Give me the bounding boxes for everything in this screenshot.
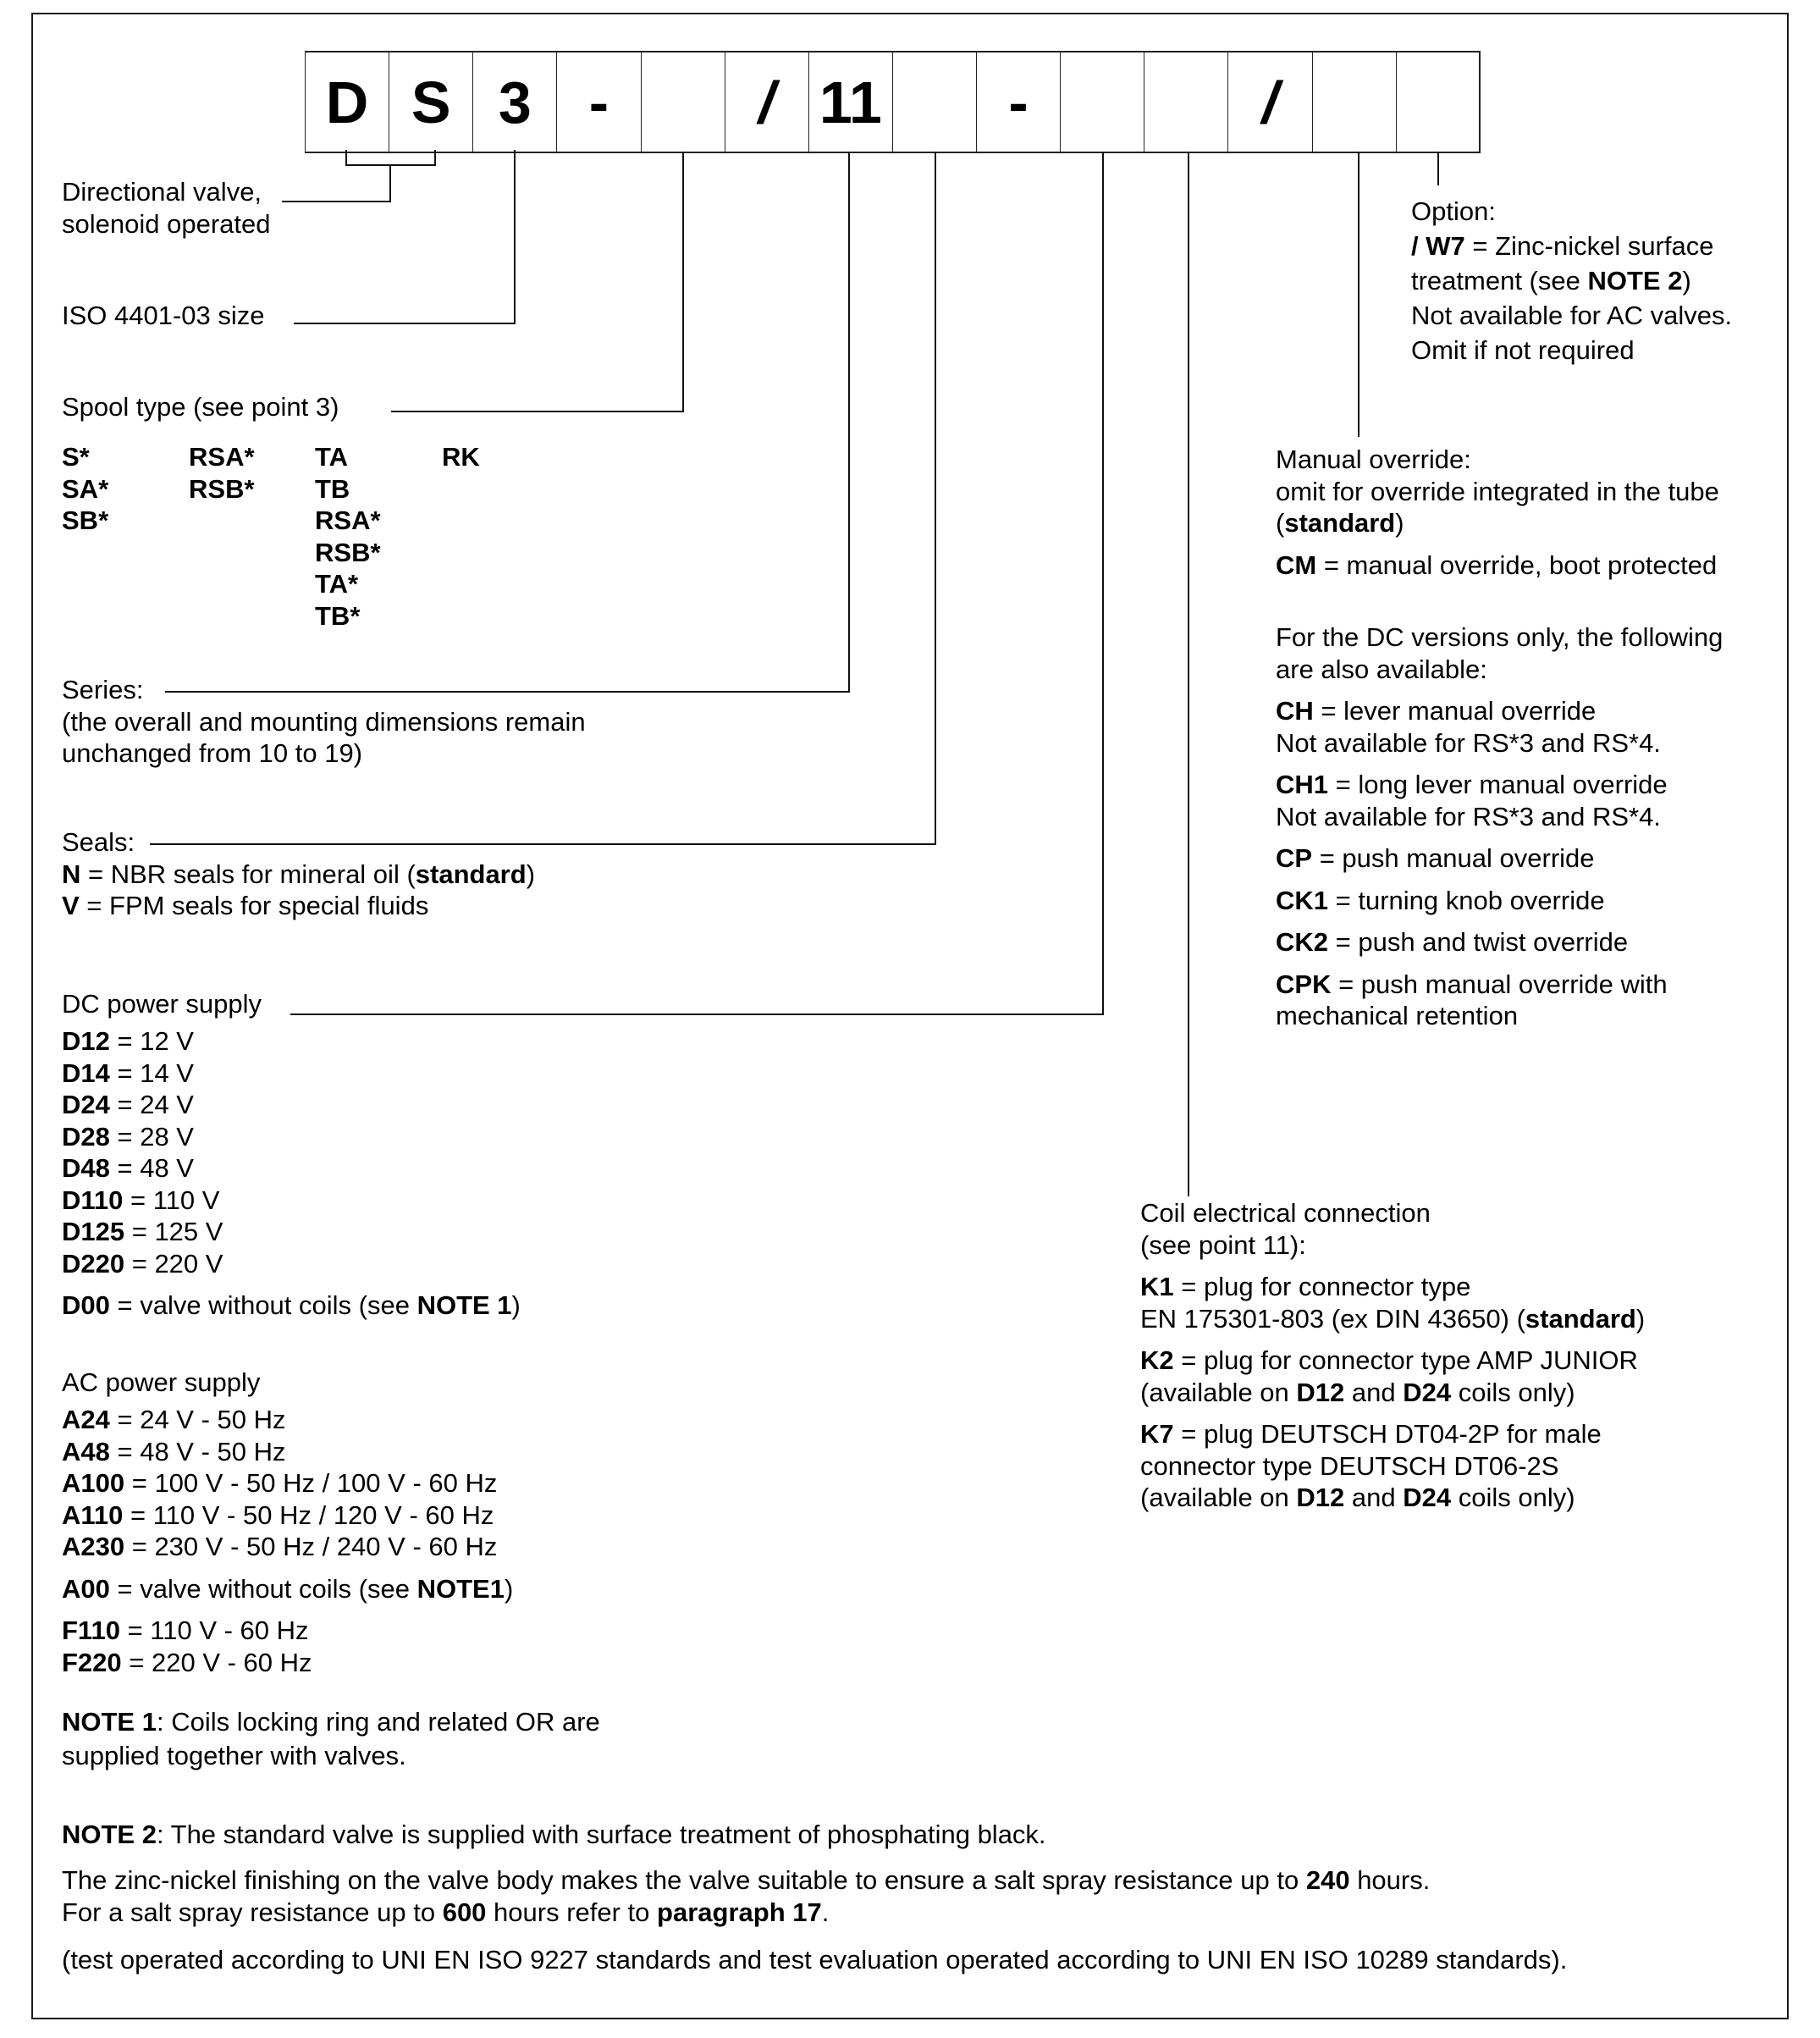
- option-code: CH: [1276, 696, 1314, 726]
- code-cell-4: [557, 52, 641, 152]
- note-text: hours.: [1349, 1865, 1431, 1895]
- ordering-code-bar: [305, 51, 1481, 153]
- option-emphasis: D12: [1296, 1377, 1345, 1407]
- leader-line: [1358, 152, 1359, 437]
- option-emphasis: NOTE 2: [1587, 266, 1683, 295]
- option-emphasis: standard: [1525, 1303, 1636, 1334]
- coil-option-k2: [1140, 1345, 1645, 1377]
- spool-code: TB*: [315, 600, 361, 631]
- option-code: D24: [62, 1090, 110, 1119]
- option-code: F110: [62, 1615, 120, 1645]
- option-code: A00: [62, 1573, 110, 1604]
- spacer: [62, 1563, 513, 1573]
- option-label: Option:: [1411, 196, 1496, 226]
- note-text: : The standard valve is supplied with surface treatment of phosphating black.: [156, 1820, 1046, 1849]
- option-text: = 110 V: [123, 1185, 220, 1215]
- spacer: [1276, 916, 1723, 926]
- spacer: [1140, 1334, 1645, 1345]
- note-text: : Coils locking ring and related OR are: [156, 1707, 600, 1737]
- spool-code: TB: [315, 473, 350, 504]
- spacer: [1276, 832, 1723, 842]
- option-text: and: [1344, 1483, 1404, 1512]
- spacer: [1276, 759, 1723, 769]
- option-note: Not available for RS*3 and RS*4.: [1276, 727, 1661, 758]
- coil-option-k7: [1140, 1418, 1645, 1450]
- option-code: A100: [62, 1468, 125, 1498]
- option-text: (available on: [1140, 1377, 1297, 1407]
- option-code: D28: [62, 1121, 110, 1152]
- dc-option: [62, 1216, 521, 1248]
- option-text: = Zinc-nickel surface: [1464, 231, 1714, 261]
- coil-option-k1: [1140, 1271, 1645, 1303]
- dc-option: [62, 1121, 521, 1153]
- spool-column-1: [62, 441, 108, 537]
- option-text: = 14 V: [109, 1058, 194, 1088]
- option-text: ): [1635, 1303, 1646, 1334]
- option-text: = 110 V - 50 Hz / 120 V - 60 Hz: [123, 1500, 494, 1530]
- option-code: D110: [62, 1185, 124, 1215]
- code-char: -: [588, 69, 609, 135]
- option-text: [1140, 1303, 1645, 1335]
- leader-line: [282, 201, 391, 202]
- label-line: (the overall and mounting dimensions remain: [62, 706, 586, 737]
- spool-code: RK: [442, 442, 480, 472]
- spool-column-2: [189, 441, 255, 505]
- leader-line: [1102, 152, 1104, 1015]
- option-code: D14: [62, 1058, 110, 1088]
- note-emphasis: 240: [1305, 1865, 1350, 1895]
- override-text: omit for override integrated in the tube: [1276, 476, 1719, 506]
- leader-line: [514, 150, 516, 324]
- spool-code: RSA*: [315, 505, 381, 535]
- override-option-ch: [1276, 695, 1723, 727]
- option-emphasis: NOTE 1: [416, 1290, 512, 1320]
- code-cell-2: [389, 52, 473, 152]
- code-cell-10: [1061, 52, 1144, 152]
- ac-option: [62, 1467, 513, 1500]
- spacer: [1140, 1261, 1645, 1271]
- option-text: ): [1682, 266, 1691, 295]
- override-option-cm: [1276, 550, 1723, 582]
- override-option-cpk: [1276, 969, 1723, 1001]
- ac-option: [62, 1531, 513, 1563]
- dc-option: [62, 1058, 521, 1090]
- option-emphasis: D12: [1296, 1483, 1345, 1512]
- option-text: = push manual override: [1312, 843, 1595, 873]
- spool-code: SB*: [62, 505, 109, 535]
- option-text: coils only): [1451, 1483, 1575, 1512]
- note-text: hours refer to: [486, 1897, 658, 1927]
- leader-line: [294, 323, 516, 324]
- code-char: /: [1261, 69, 1279, 135]
- option-code: A24: [62, 1405, 110, 1434]
- seals-option-n: [62, 859, 535, 891]
- leader-line: [1188, 152, 1189, 1196]
- manual-override-block: [1276, 444, 1723, 1032]
- ac-option: [62, 1404, 513, 1436]
- dc-option-no-coil: [62, 1290, 521, 1322]
- option-code: / W7: [1411, 231, 1465, 261]
- option-text: = 24 V - 50 Hz: [109, 1405, 286, 1434]
- option-text: = 24 V: [109, 1090, 194, 1119]
- code-cell-3: [473, 52, 557, 152]
- option-text: = 125 V: [124, 1217, 223, 1246]
- spool-column-3: [315, 441, 381, 632]
- option-text: (available on: [1140, 1483, 1297, 1512]
- option-code: A230: [62, 1532, 125, 1561]
- option-text: = FPM seals for special fluids: [79, 891, 429, 920]
- spacer: [1276, 685, 1723, 695]
- spool-code: TA: [315, 442, 349, 472]
- leader-line: [391, 411, 684, 412]
- spool-code: RSB*: [315, 537, 381, 567]
- option-text: = 100 V - 50 Hz / 100 V - 60 Hz: [124, 1468, 498, 1498]
- zinc-nickel-line: [62, 1864, 1567, 1897]
- option-code: F220: [62, 1647, 122, 1677]
- option-text: = turning knob override: [1328, 885, 1605, 915]
- option-text: = plug DEUTSCH DT04-2P for male: [1173, 1419, 1602, 1449]
- note-emphasis: 600: [442, 1897, 487, 1927]
- series-label: Series:: [62, 675, 144, 704]
- option-text: = 220 V - 60 Hz: [121, 1647, 312, 1677]
- code-cell-12: [1228, 52, 1312, 152]
- ac-option: [62, 1436, 513, 1468]
- spool-code: RSA*: [189, 442, 255, 472]
- code-cell-13: [1313, 52, 1397, 152]
- seals-option-v: [62, 890, 535, 922]
- option-note: mechanical retention: [1276, 1001, 1519, 1030]
- code-cell-11: [1144, 52, 1228, 152]
- option-code: CH1: [1276, 770, 1329, 799]
- override-text: ): [1395, 508, 1404, 538]
- option-block: [1411, 194, 1732, 367]
- coil-label: Coil electrical connection: [1140, 1198, 1431, 1228]
- seals-label: Seals:: [62, 827, 135, 857]
- code-cell-8: [893, 52, 977, 152]
- option-line: [1411, 263, 1732, 298]
- spacer: [1276, 875, 1723, 885]
- note-2: [62, 1819, 1567, 1975]
- option-text: = 110 V - 60 Hz: [119, 1615, 309, 1645]
- option-code: D48: [62, 1153, 110, 1183]
- ac-power-block: [62, 1367, 513, 1678]
- dc-option: [62, 1152, 521, 1185]
- option-code: CPK: [1276, 969, 1332, 999]
- override-text: are also available:: [1276, 654, 1487, 684]
- label-line: ISO 4401-03 size: [62, 301, 265, 330]
- dc-power-block: [62, 988, 521, 1322]
- option-text: = push manual override with: [1331, 969, 1668, 999]
- override-text: [1276, 507, 1723, 539]
- override-option-ck1: [1276, 885, 1723, 917]
- code-char: 3: [498, 69, 532, 135]
- code-char: 11: [819, 69, 882, 135]
- option-text: = manual override, boot protected: [1316, 550, 1718, 580]
- iso-size-label: [62, 300, 265, 331]
- option-text: = 230 V - 50 Hz / 240 V - 60 Hz: [124, 1532, 498, 1561]
- option-text: coils only): [1451, 1377, 1575, 1407]
- option-code: CK1: [1276, 885, 1329, 915]
- spool-type-label: [62, 391, 339, 423]
- option-text: EN 175301-803 (ex DIN 43650) (: [1140, 1303, 1525, 1334]
- option-text: = 48 V - 50 Hz: [109, 1436, 286, 1466]
- spacer: [1276, 581, 1723, 621]
- option-code: D12: [62, 1026, 110, 1056]
- leader-line: [1437, 152, 1439, 185]
- leader-line: [389, 164, 391, 202]
- note-text: .: [821, 1897, 830, 1927]
- option-code: K2: [1140, 1345, 1174, 1375]
- option-text: connector type DEUTSCH DT06-2S: [1140, 1450, 1559, 1481]
- salt-spray-line: [62, 1897, 1567, 1944]
- directional-valve-label: [62, 176, 270, 240]
- ac-option: [62, 1500, 513, 1532]
- option-note: Not available for RS*3 and RS*4.: [1276, 801, 1661, 831]
- option-note: [1140, 1377, 1645, 1409]
- option-code: CK2: [1276, 927, 1329, 957]
- option-code: N: [62, 859, 81, 889]
- option-note: [1140, 1482, 1645, 1514]
- option-text: = 28 V: [109, 1121, 194, 1152]
- option-text: = valve without coils (see: [109, 1573, 417, 1604]
- override-label: Manual override:: [1276, 445, 1471, 474]
- note-label: NOTE 1: [62, 1707, 157, 1737]
- note-1-line: [62, 1705, 600, 1739]
- note-text: The zinc-nickel finishing on the valve body makes the valve suitable to ensure a salt spray resistance up to: [62, 1865, 1306, 1895]
- option-text: = lever manual override: [1313, 696, 1597, 726]
- option-text: = valve without coils (see: [109, 1290, 417, 1320]
- option-code: K7: [1140, 1419, 1174, 1449]
- label-line: Directional valve,: [62, 177, 262, 207]
- dc-option: [62, 1025, 521, 1058]
- ac-power-label: AC power supply: [62, 1367, 261, 1397]
- paragraph-reference: paragraph 17: [657, 1897, 822, 1927]
- option-text: = push and twist override: [1328, 927, 1629, 957]
- ac-option-f: [62, 1615, 513, 1647]
- spacer: [1276, 539, 1723, 550]
- option-text: = 48 V: [109, 1153, 194, 1183]
- label-line: unchanged from 10 to 19): [62, 738, 363, 768]
- override-option-cp: [1276, 842, 1723, 875]
- option-text: = long lever manual override: [1328, 770, 1668, 799]
- label-line: solenoid operated: [62, 208, 271, 239]
- coil-label: (see point 11):: [1140, 1229, 1306, 1260]
- coil-connection-block: [1140, 1197, 1645, 1514]
- option-emphasis: NOTE1: [416, 1573, 505, 1604]
- override-text: (: [1276, 508, 1285, 538]
- option-code: V: [62, 891, 80, 920]
- note-label: NOTE 2: [62, 1820, 157, 1849]
- code-char: -: [1008, 69, 1029, 135]
- spool-column-4: [442, 441, 480, 473]
- ac-option-f: [62, 1647, 513, 1679]
- option-code: CP: [1276, 843, 1313, 873]
- option-emphasis: standard: [415, 859, 527, 889]
- option-text: ): [504, 1573, 514, 1604]
- override-option-ck2: [1276, 926, 1723, 958]
- override-option-ch1: [1276, 769, 1723, 801]
- option-text: = plug for connector type: [1173, 1272, 1471, 1301]
- note-1: [62, 1705, 600, 1773]
- option-code: CM: [1276, 550, 1317, 580]
- leader-line: [935, 152, 936, 845]
- option-text: treatment (see: [1411, 266, 1588, 295]
- option-text: ): [526, 859, 536, 889]
- spacer: [1276, 958, 1723, 969]
- option-text: and: [1344, 1377, 1404, 1407]
- leader-line: [682, 152, 684, 412]
- dc-option: [62, 1185, 521, 1217]
- spool-code: S*: [62, 442, 90, 472]
- spool-code: SA*: [62, 473, 109, 504]
- note-text: supplied together with valves.: [62, 1741, 406, 1770]
- option-text: ): [511, 1290, 521, 1320]
- dc-option: [62, 1248, 521, 1280]
- option-code: D125: [62, 1217, 125, 1246]
- dc-option: [62, 1089, 521, 1121]
- code-cell-1: [306, 52, 389, 152]
- code-cell-5: [642, 52, 725, 152]
- option-text: = 12 V: [109, 1026, 194, 1056]
- code-cell-9: [977, 52, 1061, 152]
- option-text: = NBR seals for mineral oil (: [80, 859, 416, 889]
- option-emphasis: D24: [1403, 1377, 1452, 1407]
- label-line: Spool type (see point 3): [62, 392, 339, 422]
- override-text: For the DC versions only, the following: [1276, 622, 1723, 652]
- option-emphasis: D24: [1403, 1483, 1452, 1512]
- option-code: A48: [62, 1436, 110, 1466]
- option-text: = 220 V: [124, 1248, 223, 1279]
- ac-option-no-coil: [62, 1573, 513, 1605]
- spacer: [1140, 1408, 1645, 1418]
- note-text: For a salt spray resistance up to: [62, 1897, 443, 1927]
- code-char: D: [325, 69, 369, 135]
- code-char: S: [411, 69, 451, 135]
- spool-code: TA*: [315, 569, 359, 599]
- option-code: A110: [62, 1500, 124, 1530]
- seals-block: [62, 826, 535, 922]
- option-code: D220: [62, 1248, 125, 1279]
- leader-line: [848, 152, 850, 693]
- test-standards-line: (test operated according to UNI EN ISO 9227 standards and test evaluation operated according to UNI EN ISO 10289 standards).: [62, 1945, 1568, 1974]
- spacer: [62, 1604, 513, 1615]
- code-cell-14: [1397, 52, 1481, 152]
- spool-code: RSB*: [189, 473, 255, 504]
- override-emphasis: standard: [1284, 508, 1396, 538]
- option-text: Not available for AC valves.: [1411, 301, 1733, 330]
- code-cell-6: [725, 52, 809, 152]
- code-char: /: [758, 69, 775, 135]
- series-block: [62, 674, 586, 770]
- option-text: = plug for connector type AMP JUNIOR: [1173, 1345, 1638, 1375]
- option-w7: [1411, 229, 1732, 263]
- option-code: D00: [62, 1290, 110, 1320]
- dc-power-label: DC power supply: [62, 989, 262, 1019]
- spacer: [62, 1279, 521, 1290]
- option-text: Omit if not required: [1411, 335, 1635, 365]
- code-cell-7: [809, 52, 893, 152]
- option-code: K1: [1140, 1272, 1174, 1301]
- note-2-line: [62, 1819, 1567, 1864]
